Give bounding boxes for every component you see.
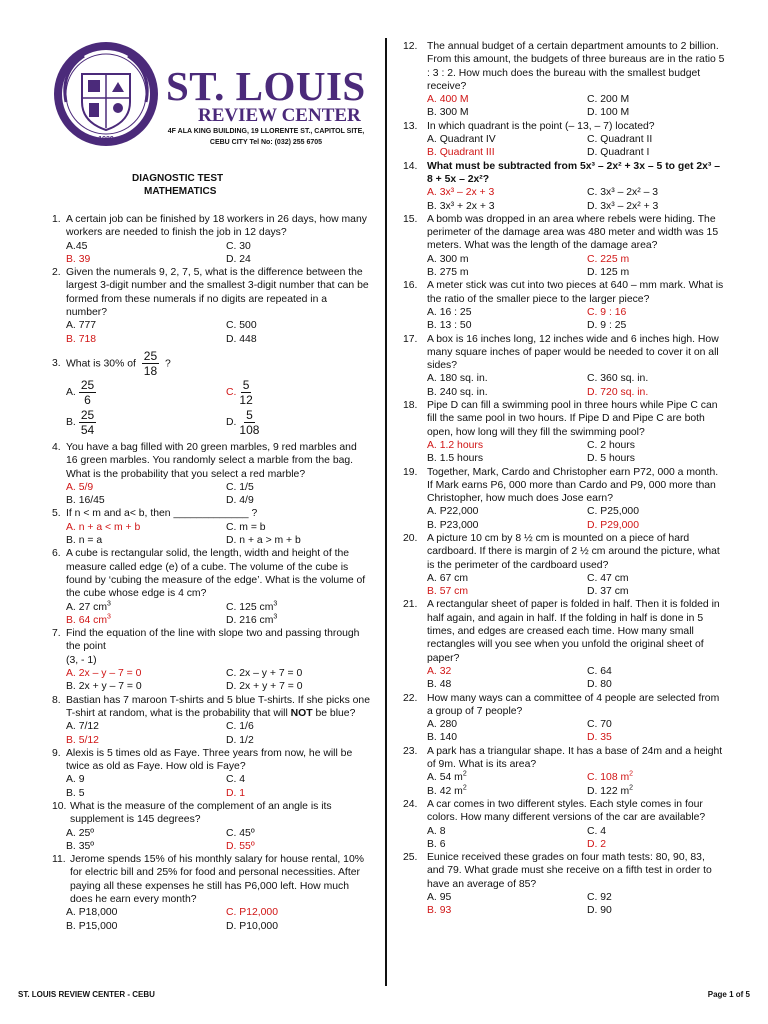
option-c: C. m = b bbox=[226, 521, 266, 533]
question-number: 23. bbox=[403, 745, 418, 757]
option-d-answer: D. 1 bbox=[226, 787, 246, 799]
option-c: C. 2 hours bbox=[587, 439, 635, 451]
option-b: B. 275 m bbox=[427, 267, 469, 279]
option-b: B. 42 $m^2$ bbox=[427, 784, 467, 797]
option-a: A. 16 : 25 bbox=[427, 306, 472, 318]
option-a-answer: A. 1.2 hours bbox=[427, 439, 484, 451]
option-c: C. 47 cm bbox=[587, 572, 629, 584]
option-c-answer: C. 108 $m^2$ bbox=[587, 770, 634, 784]
option-b: B. 1.5 hours bbox=[427, 453, 484, 465]
question-12 bbox=[403, 40, 725, 120]
option-b-answer: B. Quadrant III bbox=[427, 147, 495, 159]
question-text: Pipe D can fill a swimming pool in three hours while Pipe C can fill the same pool in two hours. If Pipe D and Pipe C are both open, how long will they fill the swimming pool? bbox=[427, 400, 718, 438]
question-4 bbox=[52, 441, 370, 507]
school-seal-icon bbox=[52, 40, 160, 148]
option-d-answer: D. 55º bbox=[226, 840, 255, 852]
seal-year: 1989 bbox=[98, 136, 114, 143]
option-b: B. 35º bbox=[66, 840, 95, 852]
option-b: B. 2x + y – 7 = 0 bbox=[66, 681, 142, 693]
option-c: C. 3x³ – 2x² – 3 bbox=[587, 187, 659, 199]
option-a: A. 9 bbox=[66, 774, 85, 786]
option-a-answer: A. 32 bbox=[427, 665, 452, 677]
question-text: A cube is rectangular solid, the length, width and height of the measure called edge (e) of a cube. The volume of the cube is found by ‘cubing the measure of the edge’. What is the volume of the cube whose edge is 4 cm? bbox=[66, 548, 366, 600]
question-11 bbox=[52, 853, 370, 933]
brand-name: ST. LOUIS bbox=[166, 63, 366, 109]
option-d: D. 448 bbox=[226, 333, 257, 345]
question-number: 4. bbox=[52, 441, 61, 453]
option-a: A. $\frac{25}{6}$ bbox=[66, 378, 95, 408]
question-number: 10. bbox=[52, 800, 67, 812]
question-text: A meter stick was cut into two pieces at 640 – mm mark. What is the ratio of the smaller piece to the larger piece? bbox=[427, 280, 724, 305]
question-text: Together, Mark, Cardo and Christopher earn P72, 000 a month. If Mark earns P6, 000 more than Cardo and P9, 000 more than Christopher, how much does Jose earn? bbox=[427, 466, 719, 505]
option-d: D. 125 m bbox=[587, 267, 630, 279]
question-number: 2. bbox=[52, 267, 61, 279]
question-13 bbox=[403, 120, 725, 160]
option-a-answer: A. 3x³ – 2x + 3 bbox=[427, 187, 495, 199]
question-6 bbox=[52, 547, 370, 627]
address: 4F ALA KING BUILDING, 19 LLORENTE ST., CAPITOL SITE, CEBU CITY Tel No: (032) 255 6705 bbox=[167, 128, 365, 146]
option-c: C. 500 bbox=[226, 320, 257, 332]
question-text: What is the measure of the complement of an angle is its supplement is 145 degrees? bbox=[70, 800, 332, 826]
fraction: $\frac{25}{18}$ bbox=[143, 348, 158, 378]
option-d: D. 24 bbox=[226, 253, 251, 265]
option-a-answer: A. 5/9 bbox=[66, 481, 94, 493]
option-a: A. 67 cm bbox=[427, 572, 468, 584]
question-point: (3, - 1) bbox=[66, 654, 97, 666]
option-a: A. 8 bbox=[427, 825, 446, 837]
question-number: 9. bbox=[52, 747, 61, 759]
option-a-answer: A. 400 M bbox=[427, 94, 469, 106]
question-number: 18. bbox=[403, 400, 418, 412]
option-d: D. 1/2 bbox=[226, 734, 254, 746]
question-8 bbox=[52, 694, 370, 747]
option-d: D. 3x³ – 2x² + 3 bbox=[587, 200, 659, 212]
question-24 bbox=[403, 798, 725, 851]
question-23 bbox=[403, 745, 725, 798]
option-a: A. P18,000 bbox=[66, 907, 118, 919]
question-1 bbox=[52, 213, 370, 266]
question-text: A certain job can be finished by 18 workers in 26 days, how many workers are needed to finish the job in 12 days? bbox=[66, 214, 367, 239]
option-d: D. 37 cm bbox=[587, 586, 629, 598]
question-21 bbox=[403, 598, 725, 691]
option-c: C. 45º bbox=[226, 827, 255, 839]
option-b: B. 3x³ + 2x + 3 bbox=[427, 200, 495, 212]
right-column bbox=[403, 40, 725, 918]
option-d-answer: D. 720 sq. in. bbox=[587, 386, 649, 398]
option-d: D. n + a > m + b bbox=[226, 535, 301, 547]
option-c-answer: C. 225 m bbox=[587, 253, 630, 265]
option-b: B. 140 bbox=[427, 732, 458, 744]
option-c: C. 4 bbox=[226, 774, 246, 786]
seal-text: SLRC bbox=[91, 55, 121, 67]
question-number: 17. bbox=[403, 333, 418, 345]
question-number: 21. bbox=[403, 599, 418, 611]
question-number: 8. bbox=[52, 694, 61, 706]
question-text: What must be subtracted from 5x³ – 2x² + 3x – 5 to get 2x³ – 8 + 5x – 2x²? bbox=[427, 160, 721, 185]
option-a: A. 300 m bbox=[427, 253, 469, 265]
option-d: D. 2x + y + 7 = 0 bbox=[226, 681, 303, 693]
question-text: If n < m and a< b, then _____________ ? bbox=[66, 508, 258, 520]
option-b-answer: B. 5/12 bbox=[66, 734, 99, 746]
option-d: D. $\frac{5}{108}$ bbox=[226, 408, 260, 438]
question-2 bbox=[52, 266, 370, 346]
option-d-answer: D. 2 bbox=[587, 838, 607, 850]
option-b: B. 300 M bbox=[427, 107, 469, 119]
option-c: C. 2x – y + 7 = 0 bbox=[226, 668, 303, 680]
question-number: 6. bbox=[52, 548, 61, 560]
question-text: Jerome spends 15% of his monthly salary for house rental, 10% for electric bill and 25% for food and personal necessities. After paying all these expenses he still has P6,000 left. How much does he earn every month? bbox=[70, 854, 364, 906]
option-c: C. Quadrant II bbox=[587, 134, 653, 146]
option-b-answer: B. 57 cm bbox=[427, 586, 468, 598]
option-d: D. 4/9 bbox=[226, 495, 254, 507]
question-text: Given the numerals 9, 2, 7, 5, what is the difference between the largest 3-digit number and the smallest 3-digit number that can be formed from these numerals if no digits are repeated in a number? bbox=[66, 267, 369, 319]
question-text: A rectangular sheet of paper is folded in half. Then it is folded in half again, and again in half. If the folding in half is done in 5 times, and edges are creased each time. How many small rectangles will you see when you unfold the original sheet of paper? bbox=[427, 599, 720, 664]
question-19 bbox=[403, 466, 725, 532]
option-a-answer: A. n + a < m + b bbox=[66, 521, 141, 533]
question-text: A car comes in two different styles. Each style comes in four colors. How many different versions of the car are available? bbox=[427, 798, 706, 824]
option-a-answer: A. 2x – y – 7 = 0 bbox=[66, 668, 142, 680]
question-number: 11. bbox=[52, 854, 66, 866]
option-c-answer: C. $\frac{5}{12}$ bbox=[226, 378, 253, 408]
question-text: You have a bag filled with 20 green marbles, 9 red marbles and 16 green marbles. You randomly select a marble from the bag. What is the probability that you select a red marble? bbox=[66, 441, 357, 480]
question-number: 25. bbox=[403, 852, 418, 864]
option-c: C. 360 sq. in. bbox=[587, 373, 649, 385]
option-c: C. 70 bbox=[587, 719, 612, 731]
option-a: A. P22,000 bbox=[427, 506, 479, 518]
option-a: A. 27 $cm^3$ bbox=[66, 600, 111, 613]
option-a: A. 7/12 bbox=[66, 721, 99, 733]
option-b: B. n = a bbox=[66, 535, 103, 547]
option-b: B. $\frac{25}{54}$ bbox=[66, 408, 95, 438]
option-d: D. 122 $m^2$ bbox=[587, 784, 634, 797]
option-c: C. 1/6 bbox=[226, 721, 254, 733]
question-16 bbox=[403, 279, 725, 332]
question-number: 13. bbox=[403, 120, 418, 132]
option-d: D. Quadrant I bbox=[587, 147, 650, 159]
document-title bbox=[132, 172, 370, 198]
question-text: In which quadrant is the point (– 13, – 7) located? bbox=[427, 120, 655, 132]
option-c: C. 1/5 bbox=[226, 481, 254, 493]
question-9 bbox=[52, 747, 370, 800]
question-3: 3. What is 30% of $\frac{25}{18}$ ? A. $\frac{25}{6}$ C. $\frac{5}{12}$ B. $\frac{25}{54}$ D. $\frac{5}{108}$ bbox=[52, 349, 370, 438]
option-b: B. 6 bbox=[427, 838, 446, 850]
question-number: 5. bbox=[52, 508, 61, 520]
question-number: 3. bbox=[52, 357, 61, 369]
question-text: A park has a triangular shape. It has a base of 24m and a height of 9m. What is its area? bbox=[427, 745, 723, 771]
question-text: Alexis is 5 times old as Faye. Three years from now, he will be twice as old as Faye. How old is Faye? bbox=[66, 747, 353, 773]
option-d-answer: D. P29,000 bbox=[587, 519, 639, 531]
brand-logo bbox=[166, 63, 366, 126]
left-column bbox=[52, 40, 370, 933]
option-b-answer: B. 39 bbox=[66, 253, 91, 265]
option-a: A. 25º bbox=[66, 827, 95, 839]
question-number: 15. bbox=[403, 213, 418, 225]
letterhead bbox=[52, 40, 370, 148]
question-text: A bomb was dropped in an area where rebels were hiding. The perimeter of the damage area was 480 meter and width was 15 meters. What was the length of the damage area? bbox=[427, 213, 719, 252]
question-text: A picture 10 cm by 8 ½ cm is mounted on a piece of hard cardboard. If there is margin of 2 ½ cm around the picture, what is the perimeter of the cardboard used? bbox=[427, 532, 720, 571]
option-b: B. P23,000 bbox=[427, 519, 479, 531]
option-c: C. 125 $cm^3$ bbox=[226, 600, 278, 613]
option-d: D. 90 bbox=[587, 905, 612, 917]
option-b: B. 5 bbox=[66, 787, 85, 799]
question-number: 7. bbox=[52, 628, 61, 640]
question-14 bbox=[403, 160, 725, 213]
question-text: Bastian has 7 maroon T-shirts and 5 blue T-shirts. If she picks one T-shirt at random, what is the probability that will NOT be blue? bbox=[66, 694, 370, 719]
question-number: 19. bbox=[403, 466, 418, 478]
question-number: 14. bbox=[403, 160, 418, 172]
option-d: D. 80 bbox=[587, 679, 612, 691]
brand-subtitle: REVIEW CENTER bbox=[198, 105, 361, 126]
question-22 bbox=[403, 692, 725, 745]
option-d: D. 9 : 25 bbox=[587, 320, 627, 332]
question-25 bbox=[403, 851, 725, 917]
option-d: D. 216 $cm^3$ bbox=[226, 613, 278, 626]
question-number: 22. bbox=[403, 692, 418, 704]
page-number: Page 1 of 5 bbox=[707, 990, 750, 999]
test-title: DIAGNOSTIC TEST bbox=[132, 173, 224, 184]
question-15 bbox=[403, 213, 725, 279]
option-a: A. 54 $m^2$ bbox=[427, 770, 467, 784]
question-18 bbox=[403, 399, 725, 465]
question-text: How many ways can a committee of 4 people are selected from a group of 7 people? bbox=[427, 692, 720, 717]
option-c: C. 64 bbox=[587, 665, 612, 677]
option-b: B. 240 sq. in. bbox=[427, 386, 488, 398]
option-a: A. 777 bbox=[66, 320, 97, 332]
question-text: Eunice received these grades on four math tests: 80, 90, 83, and 79. What grade must she receive on a fifth test in order to have an average of 85? bbox=[427, 852, 712, 890]
option-b: B. 16/45 bbox=[66, 495, 105, 507]
option-c: C. P25,000 bbox=[587, 506, 639, 518]
option-d-answer: D. 35 bbox=[587, 732, 612, 744]
option-c: C. 92 bbox=[587, 892, 612, 903]
option-c: C. 30 bbox=[226, 240, 251, 252]
option-b-answer: B. 64 $cm^3$ bbox=[66, 613, 111, 626]
option-b-answer: B. 718 bbox=[66, 333, 97, 345]
option-c-answer: C. 9 : 16 bbox=[587, 306, 627, 318]
option-d: D. 100 M bbox=[587, 107, 630, 119]
option-b-answer: B. 93 bbox=[427, 905, 452, 917]
option-c: C. 4 bbox=[587, 825, 607, 837]
test-subject: MATHEMATICS bbox=[144, 186, 217, 197]
question-number: 24. bbox=[403, 798, 418, 810]
option-d: D. 5 hours bbox=[587, 453, 635, 465]
option-c-answer: C. P12,000 bbox=[226, 907, 278, 919]
option-d: D. P10,000 bbox=[226, 920, 278, 932]
question-number: 16. bbox=[403, 280, 418, 292]
option-b: B. 13 : 50 bbox=[427, 320, 472, 332]
question-20 bbox=[403, 532, 725, 598]
option-a: A. Quadrant IV bbox=[427, 134, 496, 146]
question-7 bbox=[52, 627, 370, 693]
question-number: 1. bbox=[52, 214, 61, 225]
footer-left: ST. LOUIS REVIEW CENTER - CEBU bbox=[18, 990, 155, 999]
question-number: 12. bbox=[403, 41, 418, 52]
question-text: Find the equation of the line with slope two and passing through the point bbox=[66, 628, 360, 653]
question-5 bbox=[52, 507, 370, 547]
option-b: B. P15,000 bbox=[66, 920, 118, 932]
option-b: B. 48 bbox=[427, 679, 452, 691]
option-c: C. 200 M bbox=[587, 94, 630, 106]
option-a: A. 180 sq. in. bbox=[427, 373, 488, 385]
question-number: 20. bbox=[403, 532, 418, 544]
option-a: A.45 bbox=[66, 240, 88, 252]
question-text: What is 30% of bbox=[66, 358, 136, 370]
option-a: A. 280 bbox=[427, 719, 458, 731]
question-17 bbox=[403, 333, 725, 399]
question-text: The annual budget of a certain department amounts to 2 billion. From this amount, the budgets of three bureaus are in the ratio 5 : 3 : 2. How much does the bureau with the smallest budget receive? bbox=[427, 41, 725, 92]
question-text: A box is 16 inches long, 12 inches wide and 6 inches high. How many square inches of paper would be needed to cover it on all sides? bbox=[427, 333, 719, 372]
question-10 bbox=[52, 800, 370, 853]
option-a: A. 95 bbox=[427, 892, 452, 903]
